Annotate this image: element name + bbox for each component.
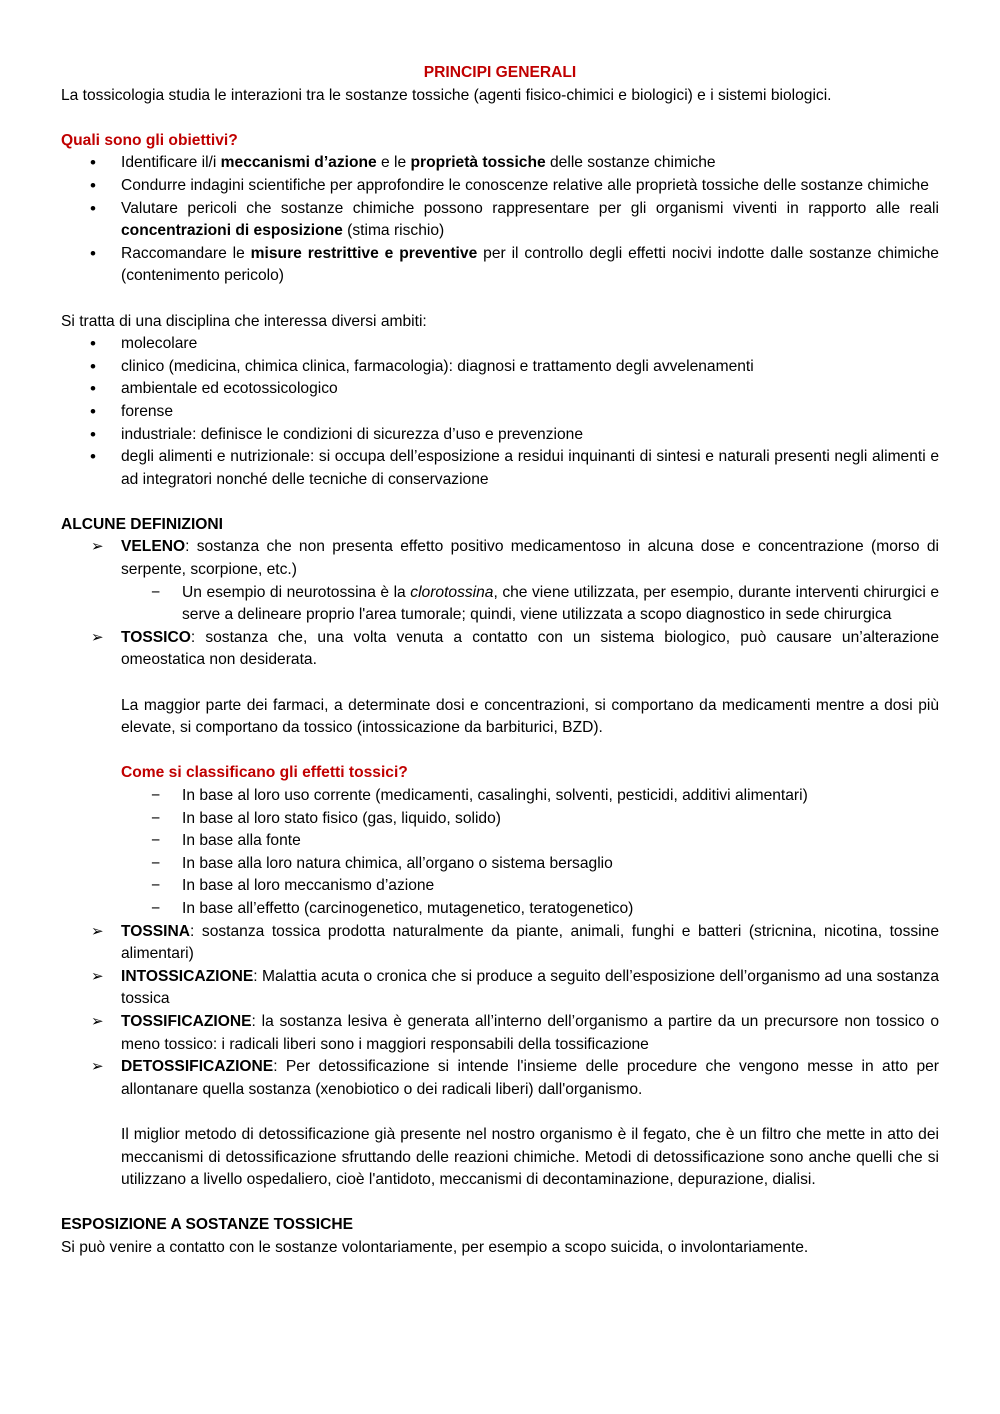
document-page <box>61 62 939 1259</box>
definition-tossico: ➢ TOSSICO: sostanza che, una volta venuta a contatto con un sistema biologico, può causare un’alterazione omeostatica non desiderata. <box>91 628 939 669</box>
list-item: • degli alimenti e nutrizionale: si occupa dell’esposizione a residui inquinanti di sintesi e naturali presenti negli alimenti e ad integratori nonché delle tecniche di conservazione <box>61 446 939 491</box>
objectives-list <box>61 152 939 288</box>
list-item: • forense <box>61 401 939 424</box>
intro-paragraph: La tossicologia studia le interazioni tra le sostanze tossiche (agenti fisico-chimici e biologici) e i sistemi biologici. <box>61 86 832 104</box>
list-item: • industriale: definisce le condizioni di sicurezza d’uso e prevenzione <box>61 424 939 447</box>
classify-heading: Come si classificano gli effetti tossici? <box>121 764 408 782</box>
fields-intro: Si tratta di una disciplina che interessa diversi ambiti: <box>61 312 427 330</box>
list-item: − In base al loro meccanismo d’azione <box>61 875 939 898</box>
list-item: • ambientale ed ecotossicologico <box>61 378 939 401</box>
list-item: − In base al loro stato fisico (gas, liquido, solido) <box>61 808 939 831</box>
list-item: • Valutare pericoli che sostanze chimiche possono rappresentare per gli organismi viventi in rapporto alle reali concentrazioni di esposizione (stima rischio) <box>61 198 939 243</box>
list-item: • Identificare il/i meccanismi d’azione e le proprietà tossiche delle sostanze chimiche <box>61 152 939 175</box>
objectives-heading: Quali sono gli obiettivi? <box>61 131 238 149</box>
definition-tossina: ➢ TOSSINA: sostanza tossica prodotta naturalmente da piante, animali, funghi e batteri (stricnina, nicotina, tossine alimentari) <box>91 922 939 963</box>
arrow-bullet-icon: ➢ <box>91 1058 104 1076</box>
list-item: • clinico (medicina, chimica clinica, farmacologia): diagnosi e trattamento degli avvelenamenti <box>61 356 939 379</box>
page-title: PRINCIPI GENERALI <box>423 64 577 81</box>
list-item: − Un esempio di neurotossina è la clorotossina, che viene utilizzata, per esempio, durante interventi chirurgici e serve a delineare proprio l'area tumorale; quindi, viene utilizzata a scopo diagnostico in sede chirurgica <box>61 582 939 627</box>
exposure-heading: ESPOSIZIONE A SOSTANZE TOSSICHE <box>61 1216 353 1234</box>
arrow-bullet-icon: ➢ <box>91 1012 104 1030</box>
classify-list <box>61 785 939 921</box>
exposure-paragraph: Si può venire a contatto con le sostanze volontariamente, per esempio a scopo suicida, o involontariamente. <box>61 1238 809 1256</box>
fields-list <box>61 333 939 491</box>
arrow-bullet-icon: ➢ <box>91 628 104 646</box>
definitions-heading: ALCUNE DEFINIZIONI <box>61 515 223 533</box>
arrow-bullet-icon: ➢ <box>91 967 104 985</box>
arrow-bullet-icon: ➢ <box>91 922 104 940</box>
list-item: − In base al loro uso corrente (medicamenti, casalinghi, solventi, pesticidi, additivi alimentari) <box>61 785 939 808</box>
definition-intossicazione: ➢ INTOSSICAZIONE: Malattia acuta o cronica che si produce a seguito dell’esposizione dell’organismo ad una sostanza tossica <box>91 967 939 1008</box>
list-item: • molecolare <box>61 333 939 356</box>
list-item: − In base all’effetto (carcinogenetico, mutagenetico, teratogenetico) <box>61 898 939 921</box>
list-item: • Raccomandare le misure restrittive e preventive per il controllo degli effetti nocivi indotte dalle sostanze chimiche (contenimento pericolo) <box>61 243 939 288</box>
detossificazione-paragraph: Il miglior metodo di detossificazione già presente nel nostro organismo è il fegato, che è un filtro che mette in atto dei meccanismi di detossificazione sfruttando delle reazioni chimiche. Metodi di detossificazione sono anche quelli che si utilizzano a livello ospedaliero, cioè l'antidoto, meccanismi di decontaminazione, depurazione, dialisi. <box>121 1125 939 1189</box>
veleno-sublist <box>61 582 939 627</box>
definition-tossificazione: ➢ TOSSIFICAZIONE: la sostanza lesiva è generata all’interno dell’organismo a partire da un precursore non tossico o meno tossico: i radicali liberi sono i maggiori responsabili della tossificazione <box>91 1012 939 1053</box>
definition-detossificazione: ➢ DETOSSIFICAZIONE: Per detossificazione si intende l'insieme delle procedure che vengono messe in atto per allontanare quella sostanza (xenobiotico o dei radicali liberi) dall'organismo. <box>91 1058 939 1098</box>
arrow-bullet-icon: ➢ <box>91 538 104 556</box>
list-item: • Condurre indagini scientifiche per approfondire le conoscenze relative alle proprietà tossiche delle sostanze chimiche <box>61 175 939 198</box>
tossico-paragraph: La maggior parte dei farmaci, a determinate dosi e concentrazioni, si comportano da medicamenti mentre a dosi più elevate, si comportano da tossico (intossicazione da barbiturici, BZD). <box>121 696 939 737</box>
list-item: − In base alla fonte <box>61 830 939 853</box>
definition-veleno: ➢ VELENO: sostanza che non presenta effetto positivo medicamentoso in alcuna dose e concentrazione (morso di serpente, scorpione, etc.) <box>91 538 939 579</box>
list-item: − In base alla loro natura chimica, all’organo o sistema bersaglio <box>61 853 939 876</box>
definitions-list <box>61 536 939 581</box>
